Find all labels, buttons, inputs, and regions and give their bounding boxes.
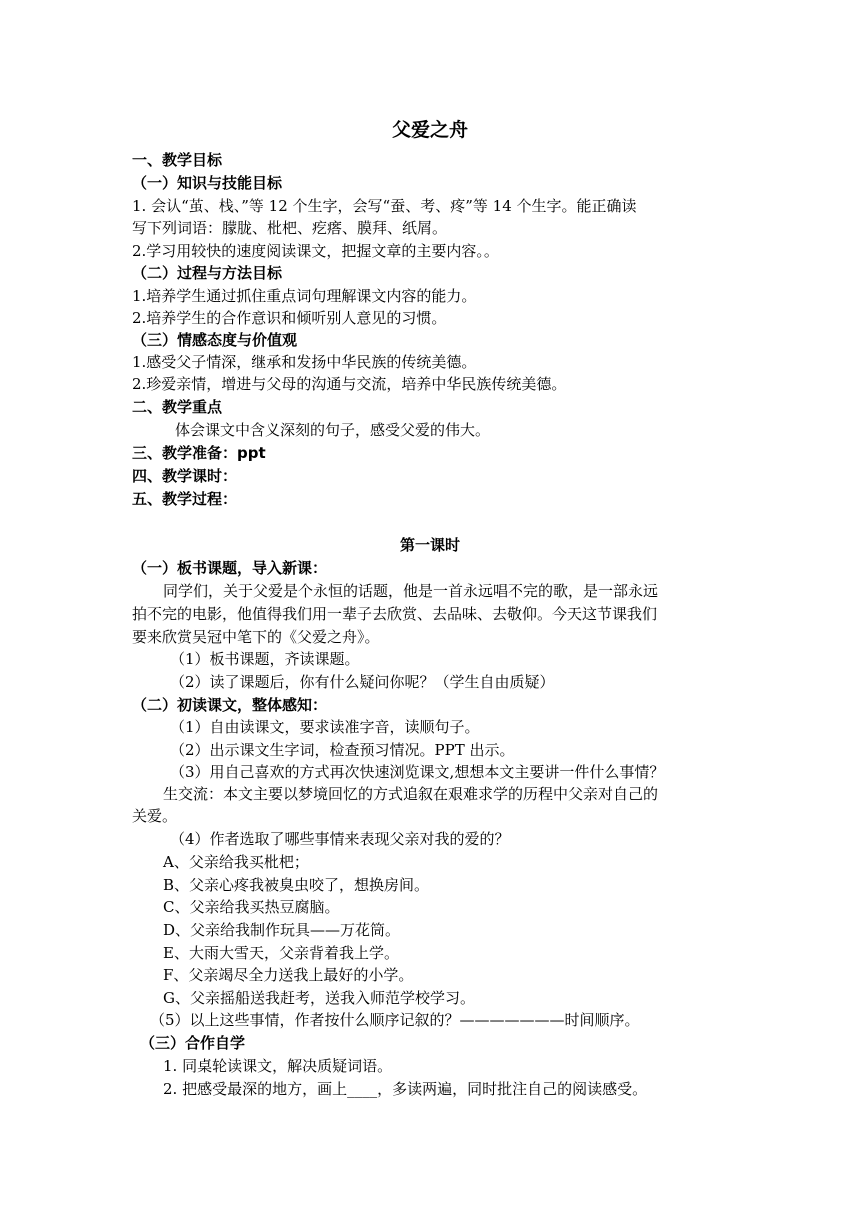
heading-key-points: 二、教学重点 bbox=[132, 398, 223, 416]
paragraph-line: （2）出示课文生字词，检查预习情况。PPT 出示。 bbox=[170, 741, 515, 759]
heading-class-hours: 四、教学课时： bbox=[132, 467, 238, 485]
paragraph-line: 1.感受父子情深，继承和发扬中华民族的传统美德。 bbox=[132, 353, 477, 371]
subheading-cooperative-study: （三）合作自学 bbox=[140, 1034, 246, 1052]
subheading-process-methods: （二）过程与方法目标 bbox=[132, 264, 283, 282]
list-item: B、父亲心疼我被臭虫咬了，想换房间。 bbox=[163, 876, 430, 894]
paragraph-line: 1.培养学生通过抓住重点词句理解课文内容的能力。 bbox=[132, 287, 477, 305]
paragraph-line: 关爱。 bbox=[132, 807, 178, 825]
document-title: 父爱之舟 bbox=[391, 119, 468, 141]
list-item: D、父亲给我制作玩具——万花筒。 bbox=[163, 921, 401, 939]
paragraph-line: 2.培养学生的合作意识和倾听别人意见的习惯。 bbox=[132, 309, 447, 327]
paragraph-line: （1）自由读课文，要求读准字音，读顺句子。 bbox=[170, 718, 480, 736]
list-item: F、父亲竭尽全力送我上最好的小学。 bbox=[163, 966, 414, 984]
list-item: A、父亲给我买枇杷； bbox=[163, 853, 309, 871]
paragraph-line: 写下列词语：朦胧、枇杷、疙瘩、膜拜、纸屑。 bbox=[132, 219, 448, 237]
paragraph-line: 1. 同桌轮读课文，解决质疑词语。 bbox=[163, 1057, 393, 1075]
paragraph-line: （5）以上这些事情，作者按什么顺序记叙的？———————时间顺序。 bbox=[150, 1011, 640, 1029]
paragraph-line: 拍不完的电影，他值得我们用一辈子去欣赏、去品味、去敬仰。今天这节课我们 bbox=[132, 605, 658, 623]
paragraph-line: 要来欣赏吴冠中笔下的《父爱之舟》。 bbox=[132, 628, 380, 646]
paragraph-line: （1）板书课题，齐读课题。 bbox=[170, 650, 360, 668]
paragraph-line: （3）用自己喜欢的方式再次快速浏览课文,想想本文主要讲一件什么事情？ bbox=[170, 763, 665, 781]
heading-teaching-goals: 一、教学目标 bbox=[132, 151, 223, 169]
paragraph-line: 2.珍爱亲情，增进与父母的沟通与交流，培养中华民族传统美德。 bbox=[132, 375, 567, 393]
paragraph-line: 2.学习用较快的速度阅读课文，把握文章的主要内容。。 bbox=[132, 242, 499, 260]
section-first-lesson: 第一课时 bbox=[399, 536, 460, 554]
subheading-first-reading: （二）初读课文，整体感知： bbox=[132, 696, 328, 714]
paragraph-line: 1. 会认“茧、栈、”等 12 个生字，会写“蚕、考、疼”等 14 个生字。能正确读 bbox=[132, 197, 637, 215]
subheading-board-title: （一）板书课题，导入新课： bbox=[132, 559, 328, 577]
paragraph-line: （4）作者选取了哪些事情来表现父亲对我的爱的？ bbox=[170, 830, 510, 848]
heading-preparation: 三、教学准备：ppt bbox=[132, 444, 266, 462]
list-item: E、大雨大雪天，父亲背着我上学。 bbox=[163, 944, 399, 962]
paragraph-line: 生交流：本文主要以梦境回忆的方式追叙在艰难求学的历程中父亲对自己的 bbox=[163, 785, 659, 803]
subheading-emotion-values: （三）情感态度与价值观 bbox=[132, 331, 298, 349]
paragraph-line: 2. 把感受最深的地方，画上____，多读两遍，同时批注自己的阅读感受。 bbox=[163, 1080, 648, 1098]
subheading-knowledge-skills: （一）知识与技能目标 bbox=[132, 174, 283, 192]
paragraph-line: （2）读了课题后，你有什么疑问你呢？（学生自由质疑） bbox=[170, 673, 555, 691]
paragraph-line: 同学们，关于父爱是个永恒的话题，他是一首永远唱不完的歌，是一部永远 bbox=[163, 582, 659, 600]
paragraph-line: 体会课文中含义深刻的句子，感受父爱的伟大。 bbox=[175, 421, 491, 439]
heading-teaching-process: 五、教学过程： bbox=[132, 490, 238, 508]
list-item: G、父亲摇船送我赶考，送我入师范学校学习。 bbox=[163, 989, 475, 1007]
list-item: C、父亲给我买热豆腐脑。 bbox=[163, 898, 340, 916]
